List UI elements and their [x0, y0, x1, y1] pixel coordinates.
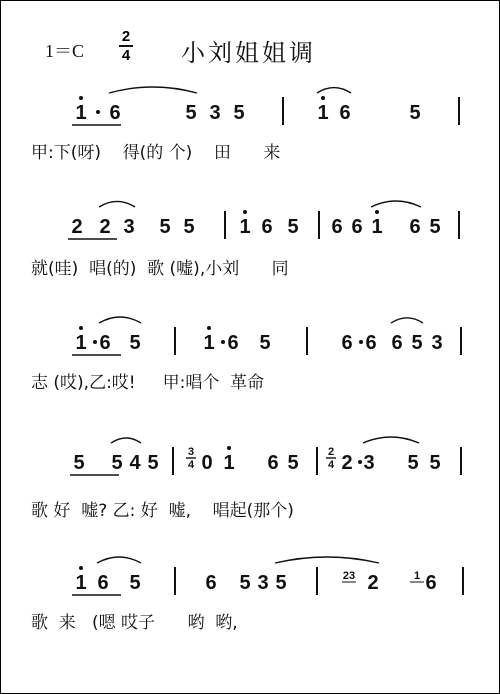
note-5: 5 — [147, 452, 159, 474]
note-5: 5 — [183, 216, 195, 238]
note-5: 5 — [129, 332, 141, 354]
note-0: 0 — [201, 452, 213, 474]
octave-dot — [243, 210, 247, 214]
note-6: 6 — [409, 216, 421, 238]
slur — [109, 87, 197, 93]
note-5: 5 — [111, 452, 123, 474]
note-1: 1 — [371, 216, 383, 238]
lyrics-line: 歌 来 (嗯 哎子 哟 哟, — [31, 613, 238, 633]
duration-dot — [359, 340, 363, 344]
grace-note: 1 — [413, 570, 421, 582]
octave-dot — [321, 96, 325, 100]
note-1: 1 — [203, 332, 215, 354]
duration-dot — [221, 340, 225, 344]
note-2: 2 — [71, 216, 83, 238]
note-6: 6 — [205, 572, 217, 594]
note-1: 1 — [75, 102, 87, 124]
note-5: 5 — [411, 332, 423, 354]
note-6: 6 — [267, 452, 279, 474]
note-4: 4 — [129, 452, 141, 474]
slur — [363, 437, 419, 443]
note-5: 5 — [287, 216, 299, 238]
time-sig-bottom: 4 — [187, 459, 195, 471]
slur — [275, 557, 379, 563]
octave-dot — [79, 566, 83, 570]
note-6: 6 — [339, 102, 351, 124]
time-sig-bottom: 4 — [327, 459, 335, 471]
lyrics-line: 甲:下(呀) 得(的 个) 田 来 — [31, 143, 281, 163]
duration-dot — [358, 460, 362, 464]
note-3: 3 — [431, 332, 443, 354]
time-sig-top: 2 — [121, 28, 131, 45]
octave-dot — [375, 210, 379, 214]
note-6: 6 — [425, 572, 437, 594]
note-6: 6 — [261, 216, 273, 238]
octave-dot — [227, 446, 231, 450]
note-1: 1 — [223, 452, 235, 474]
note-5: 5 — [129, 572, 141, 594]
note-2: 2 — [341, 452, 353, 474]
slur — [97, 557, 141, 563]
note-6: 6 — [341, 332, 353, 354]
note-5: 5 — [429, 452, 441, 474]
note-3: 3 — [257, 572, 269, 594]
note-6: 6 — [97, 572, 109, 594]
note-2: 2 — [367, 572, 379, 594]
slur — [317, 88, 351, 93]
notation-canvas — [1, 1, 499, 693]
note-6: 6 — [351, 216, 363, 238]
note-5: 5 — [159, 216, 171, 238]
slur — [371, 201, 421, 207]
note-3: 3 — [123, 216, 135, 238]
note-6: 6 — [227, 332, 239, 354]
key-signature: 1＝C — [45, 41, 85, 61]
note-5: 5 — [233, 102, 245, 124]
note-5: 5 — [275, 572, 287, 594]
note-1: 1 — [75, 332, 87, 354]
grace-note: 23 — [342, 570, 356, 582]
lyrics-line: 志 (哎),乙:哎! 甲:唱个 革命 — [31, 373, 265, 393]
note-5: 5 — [409, 102, 421, 124]
note-3: 3 — [209, 102, 221, 124]
note-6: 6 — [365, 332, 377, 354]
slur — [99, 201, 135, 207]
slur — [111, 438, 141, 443]
note-6: 6 — [99, 332, 111, 354]
time-sig-top: 3 — [187, 446, 195, 458]
note-3: 3 — [363, 452, 375, 474]
note-5: 5 — [259, 332, 271, 354]
octave-dot — [79, 96, 83, 100]
note-5: 5 — [239, 572, 251, 594]
note-5: 5 — [185, 102, 197, 124]
note-5: 5 — [287, 452, 299, 474]
note-5: 5 — [73, 452, 85, 474]
duration-dot — [93, 340, 97, 344]
octave-dot — [79, 326, 83, 330]
time-sig-bottom: 4 — [121, 47, 131, 64]
octave-dot — [207, 326, 211, 330]
lyrics-line: 歌 好 嘘? 乙: 好 嘘, 唱起(那个) — [31, 501, 294, 521]
note-1: 1 — [75, 572, 87, 594]
note-1: 1 — [317, 102, 329, 124]
slur — [391, 318, 423, 323]
note-2: 2 — [99, 216, 111, 238]
note-5: 5 — [429, 216, 441, 238]
lyrics-line: 就(哇) 唱(的) 歌 (嘘),小刘 同 — [31, 259, 289, 279]
note-6: 6 — [331, 216, 343, 238]
note-6: 6 — [391, 332, 403, 354]
song-title: 小刘姐姐调 — [181, 39, 316, 67]
time-sig-top: 2 — [327, 446, 335, 458]
duration-dot — [96, 110, 100, 114]
slur — [99, 317, 141, 323]
note-5: 5 — [407, 452, 419, 474]
note-6: 6 — [109, 102, 121, 124]
note-1: 1 — [239, 216, 251, 238]
